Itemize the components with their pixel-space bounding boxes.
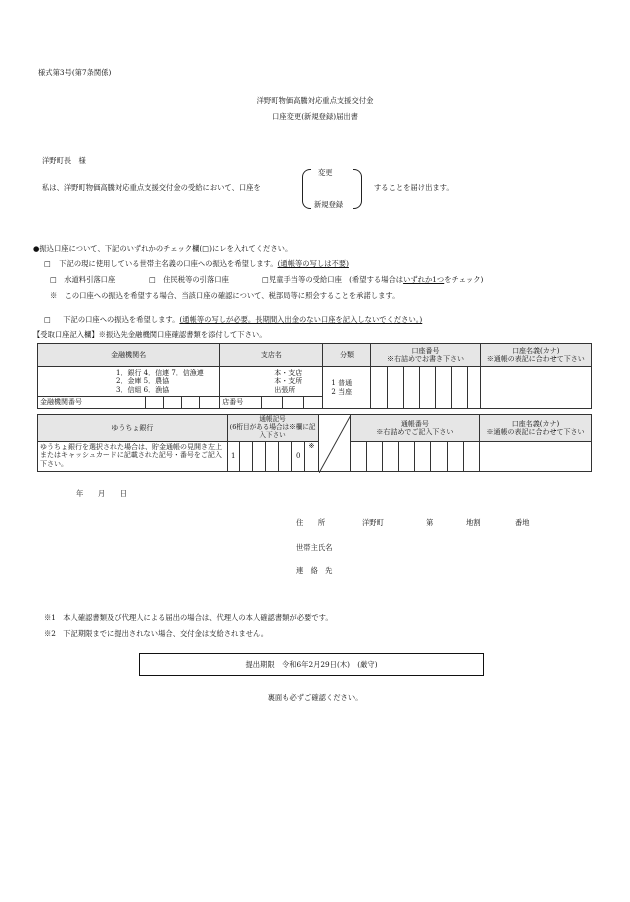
account-type-current: 2 当座: [331, 387, 353, 396]
branch-type-line3: 出張所: [274, 385, 296, 394]
consent-note: ※ この口座への振込を希望する場合、当該口座の確認について、税部局等に照会することを承諾します。: [50, 291, 400, 300]
yucho-instruction: ゆうちょ銀行を選択された場合は、貯金通帳の見開き左上またはキャッシュカードに記載された記号・番号をご記入下さい。: [38, 442, 228, 472]
bank-code-digit-1[interactable]: [146, 397, 164, 409]
account-number-title: 口座番号: [411, 346, 440, 355]
option2-row: [44, 316, 422, 324]
option-change[interactable]: 変更: [318, 168, 333, 177]
account-digit-6[interactable]: [451, 367, 467, 409]
passbook-digit-1[interactable]: [350, 442, 366, 472]
contact-label: 連 絡 先: [296, 566, 333, 575]
address-label: 住 所: [296, 518, 326, 527]
account-type-field[interactable]: [323, 367, 371, 409]
account-digit-5[interactable]: [435, 367, 451, 409]
passbook-digit-4[interactable]: [399, 442, 415, 472]
account-number-header: [371, 344, 480, 367]
option2-note: (通帳等の写しが必要。長期間入出金のない口座を記入しないでください。): [179, 315, 423, 324]
yucho-table: [37, 414, 592, 472]
sub-option-resident-tax[interactable]: □ 住民税等の引落口座: [149, 275, 229, 284]
passbook-symbol-title: 通帳記号: [259, 415, 286, 424]
option1-checkbox[interactable]: □: [44, 259, 51, 268]
symbol-digit-4[interactable]: [265, 442, 278, 472]
sub-option-child-underlined: いずれか1つ: [403, 275, 445, 284]
bank-code-digit-4[interactable]: [200, 397, 220, 409]
branch-code-label: 店番号: [220, 397, 262, 409]
passbook-digit-7[interactable]: [447, 442, 463, 472]
back-note: 裏面も必ずご確認ください。: [267, 693, 363, 702]
symbol-digit-5[interactable]: [279, 442, 292, 472]
passbook-digit-5[interactable]: [415, 442, 431, 472]
deadline-text: 提出期限 令和6年2月29日(木) (厳守): [245, 660, 378, 669]
passbook-number-note: ※右詰めでご記入下さい: [376, 428, 454, 436]
account-number-note: ※右詰めでお書き下さい: [387, 355, 465, 363]
branch-type-line2: 本・支所: [274, 377, 303, 386]
branch-name-field[interactable]: [220, 367, 323, 397]
bank-type-line1: 1．銀行 4．信連 7．信漁連: [116, 368, 204, 377]
passbook-number-title: 通帳番号: [400, 419, 429, 428]
form-title-line1: 洋野町物価高騰対応重点支援交付金: [256, 96, 374, 105]
sub-option-water[interactable]: □ 水道料引落口座: [50, 275, 116, 284]
addressee: 洋野町長 様: [42, 156, 86, 165]
receiving-account-note: 【受取口座記入欄】※振込先金融機関口座確認書類を添付して下さい。: [33, 330, 267, 339]
option1-note: (通帳等の写しは不要): [277, 259, 349, 268]
yucho-holder-header: [479, 415, 591, 442]
address-banchi: 番地: [515, 518, 530, 527]
branch-code-digit-3[interactable]: [304, 397, 323, 409]
passbook-digit-2[interactable]: [366, 442, 382, 472]
bank-type-line3: 3．信組 6．漁協: [116, 385, 170, 394]
account-digit-3[interactable]: [403, 367, 419, 409]
diagonal-line: [319, 415, 351, 473]
passbook-number-header: [350, 415, 479, 442]
account-holder-title: 口座名義(カナ): [512, 346, 560, 355]
passbook-symbol-header: [227, 415, 318, 442]
statement-suffix: することを届け出ます。: [374, 183, 454, 192]
account-holder-field[interactable]: [480, 367, 591, 409]
symbol-extra-digit[interactable]: ※: [305, 442, 318, 472]
bank-code-digit-2[interactable]: [164, 397, 182, 409]
option2-checkbox[interactable]: □: [44, 315, 51, 324]
account-holder-header: [480, 344, 591, 367]
passbook-symbol-note: (6桁目がある場合は※欄に記入下さい: [229, 423, 316, 439]
bank-table: [37, 343, 592, 409]
option2-text: 下記の口座への振込を希望します。: [63, 315, 180, 324]
diagonal-blank-cell: [318, 415, 350, 472]
bank-name-field[interactable]: [38, 367, 220, 397]
account-type-header: 分類: [323, 344, 371, 367]
sub-option-child-allowance[interactable]: [262, 276, 483, 284]
yucho-holder-note: ※通帳の表記に合わせて下さい: [486, 428, 585, 436]
option1-text: 下記の現に使用している世帯主名義の口座への振込を希望します。: [59, 259, 278, 268]
option-new-registration[interactable]: 新規登録: [314, 200, 344, 209]
branch-type-line1: 本・支店: [274, 368, 303, 377]
yucho-bank-header: ゆうちょ銀行: [38, 415, 228, 442]
symbol-digit-6: 0: [292, 442, 305, 472]
deadline-box: [139, 653, 484, 676]
bank-code-label: 金融機関番号: [38, 397, 146, 409]
address-chiwari: 地割: [466, 518, 481, 527]
account-digit-4[interactable]: [419, 367, 435, 409]
statement-prefix: 私は、洋野町物価高騰対応重点支援交付金の受給において、口座を: [42, 183, 261, 192]
yucho-holder-title: 口座名義(カナ): [511, 419, 560, 428]
account-digit-7[interactable]: [467, 367, 480, 409]
account-type-ordinary: 1 普通: [331, 379, 353, 388]
bank-name-header: 金融機関名: [38, 344, 220, 367]
form-number: 様式第3号(第7条関係): [38, 68, 112, 77]
address-town: 洋野町: [362, 518, 384, 527]
option1-row: [44, 260, 349, 268]
bank-code-digit-3[interactable]: [182, 397, 200, 409]
address-dai: 第: [426, 518, 434, 527]
symbol-digit-2[interactable]: [239, 442, 252, 472]
sub-option-child-suffix: をチェック): [444, 275, 484, 284]
passbook-digit-6[interactable]: [431, 442, 447, 472]
branch-name-header: 支店名: [220, 344, 323, 367]
note-2: ※2 下記期限までに提出されない場合、交付金は支給されません。: [44, 629, 268, 638]
right-brace: [353, 169, 362, 209]
sub-option-child-text: □児童手当等の受給口座 (希望する場合は: [262, 275, 404, 284]
form-title-line2: 口座変更(新規登録)届出書: [272, 112, 358, 121]
passbook-digit-8[interactable]: [463, 442, 479, 472]
passbook-digit-3[interactable]: [383, 442, 399, 472]
account-holder-note: ※通帳の表記に合わせて下さい: [486, 355, 585, 363]
note-1: ※1 本人確認書類及び代理人による届出の場合は、代理人の本人確認書類が必要です。: [44, 613, 333, 622]
bank-type-line2: 2．金庫 5．農協: [116, 377, 170, 386]
instruction-text: ●振込口座について、下記のいずれかのチェック欄(□)にレを入れてください。: [33, 244, 293, 253]
account-digit-2[interactable]: [387, 367, 403, 409]
branch-code-digit-2[interactable]: [283, 397, 304, 409]
left-brace: [302, 169, 311, 209]
account-digit-1[interactable]: [371, 367, 387, 409]
householder-label: 世帯主氏名: [296, 543, 333, 552]
yucho-holder-field[interactable]: [479, 442, 591, 472]
date-line[interactable]: 年 月 日: [76, 489, 128, 498]
symbol-digit-1: 1: [227, 442, 239, 472]
symbol-digit-3[interactable]: [252, 442, 265, 472]
branch-code-digit-1[interactable]: [262, 397, 283, 409]
